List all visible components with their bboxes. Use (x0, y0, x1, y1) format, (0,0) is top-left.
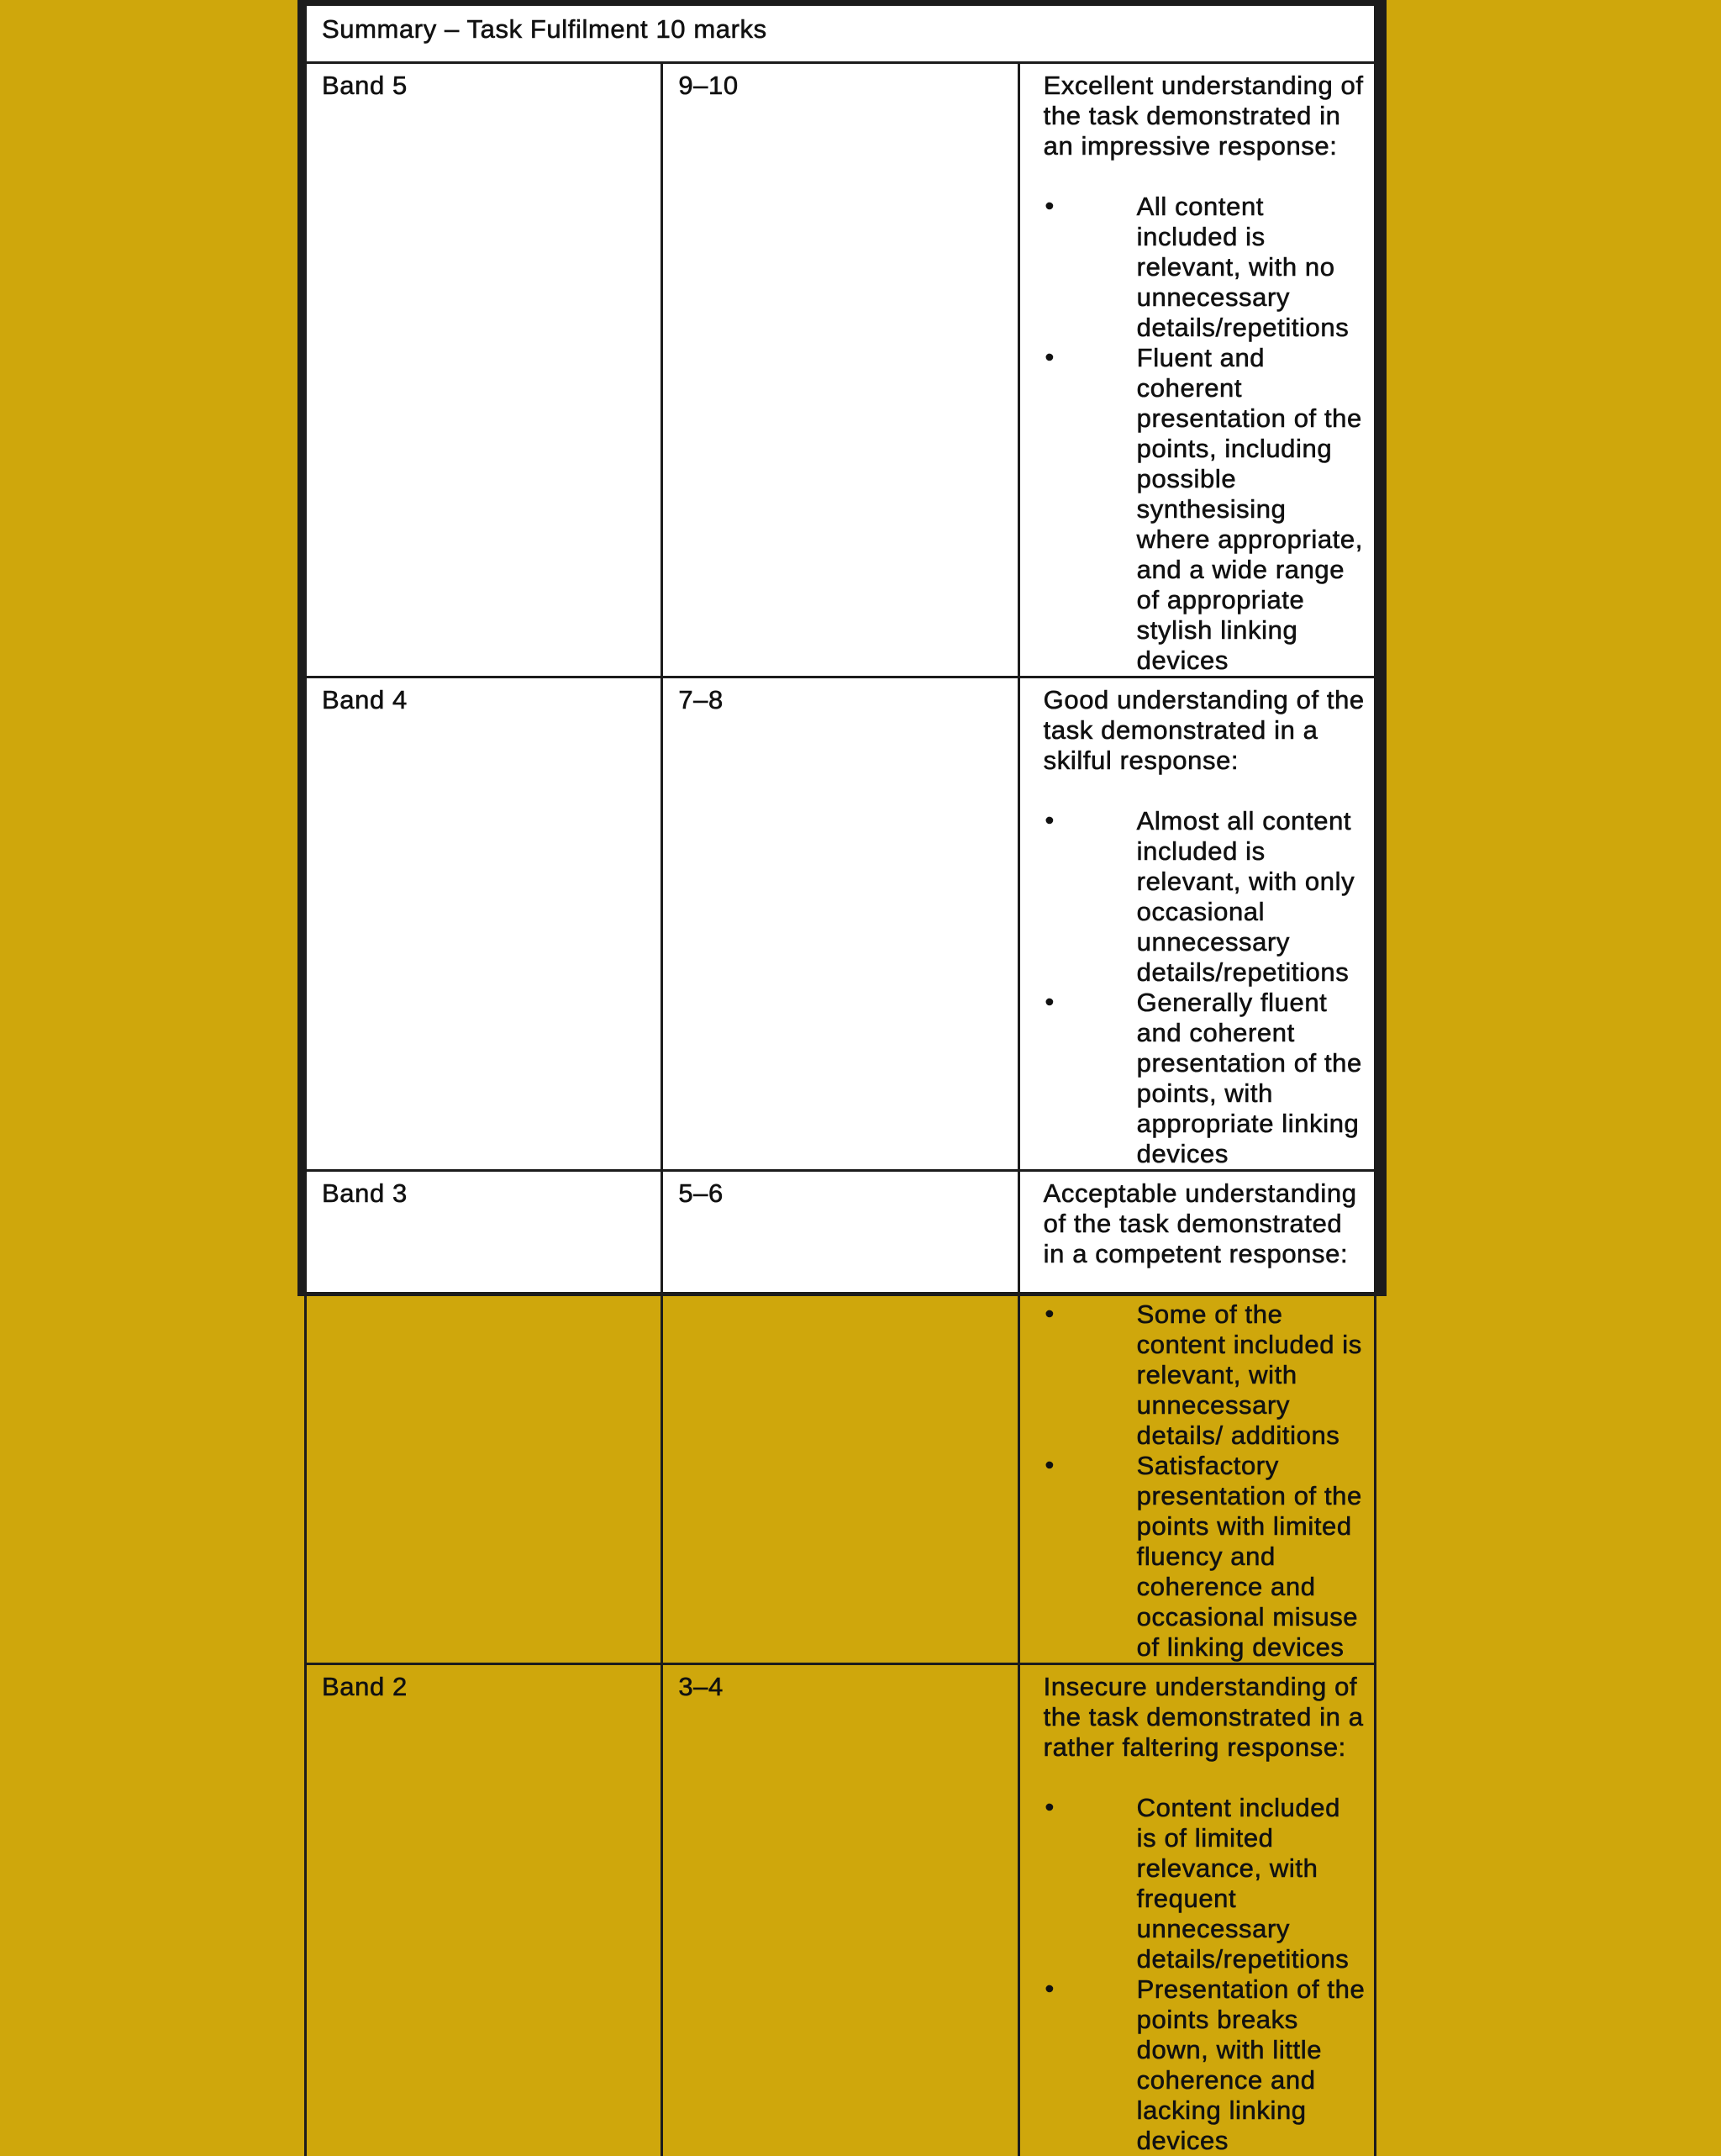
criterion-text: Content included is of limited relevance, with frequent unnecessary details/repetitions (1137, 1793, 1350, 1974)
table-row (306, 63, 1376, 677)
list-item (1044, 1793, 1366, 1974)
band-intro: Excellent understanding of the task demonstrated in an impressive response: (1044, 71, 1366, 161)
band-description (1018, 1171, 1375, 1664)
criterion-text: Satisfactory presentation of the points with limited fluency and coherence and occasional misuse of linking devices (1137, 1451, 1362, 1662)
list-item (1044, 1974, 1366, 2156)
marking-scheme-table (304, 6, 1376, 2156)
list-item (1044, 806, 1366, 988)
bullet-icon: • (1045, 1974, 1062, 2005)
bullet-icon: • (1045, 1299, 1062, 1330)
bullet-icon: • (1045, 988, 1062, 1018)
marks-range: 7–8 (662, 677, 1018, 1171)
marks-range: 3–4 (662, 1664, 1018, 2156)
band-description (1018, 1664, 1375, 2156)
band-intro: Good understanding of the task demonstrated in a skilful response: (1044, 685, 1366, 776)
document-sheet (304, 3, 1376, 1292)
band-label: Band 2 (306, 1664, 662, 2156)
criterion-text: Some of the content included is relevant, with unnecessary details/ additions (1137, 1299, 1362, 1450)
list-item (1044, 343, 1366, 676)
criteria-list (1044, 1299, 1366, 1663)
list-item (1044, 192, 1366, 343)
criteria-list (1044, 1793, 1366, 2156)
bullet-icon: • (1045, 343, 1062, 373)
document-page (297, 0, 1387, 1296)
band-intro: Acceptable understanding of the task demonstrated in a competent response: (1044, 1178, 1366, 1269)
table-row (306, 1171, 1376, 1664)
bullet-icon: • (1045, 1451, 1062, 1481)
criteria-list (1044, 806, 1366, 1169)
band-intro: Insecure understanding of the task demonstrated in a rather faltering response: (1044, 1672, 1366, 1763)
criterion-text: All content included is relevant, with no unnecessary details/repetitions (1137, 192, 1350, 342)
bullet-icon: • (1045, 192, 1062, 222)
band-label: Band 5 (306, 63, 662, 677)
criteria-list (1044, 192, 1366, 676)
criterion-text: Generally fluent and coherent presentation of the points, with appropriate linking devices (1137, 988, 1362, 1168)
table-row (306, 677, 1376, 1171)
bullet-icon: • (1045, 806, 1062, 836)
criterion-text: Almost all content included is relevant, with only occasional unnecessary details/repetitions (1137, 806, 1355, 987)
criterion-text: Presentation of the points breaks down, with little coherence and lacking linking devices (1137, 1974, 1366, 2155)
list-item (1044, 1299, 1366, 1451)
marks-range: 5–6 (662, 1171, 1018, 1664)
bullet-icon: • (1045, 1793, 1062, 1823)
criterion-text: Fluent and coherent presentation of the points, including possible synthesising where appropriate, and a wide range of appropriate stylish linking devices (1137, 343, 1363, 675)
table-title: Summary – Task Fulfilment 10 marks (306, 6, 1376, 63)
list-item (1044, 988, 1366, 1169)
band-description (1018, 677, 1375, 1171)
table-header-row (306, 6, 1376, 63)
band-description (1018, 63, 1375, 677)
band-label: Band 3 (306, 1171, 662, 1664)
band-label: Band 4 (306, 677, 662, 1171)
marks-range: 9–10 (662, 63, 1018, 677)
table-row (306, 1664, 1376, 2156)
list-item (1044, 1451, 1366, 1663)
